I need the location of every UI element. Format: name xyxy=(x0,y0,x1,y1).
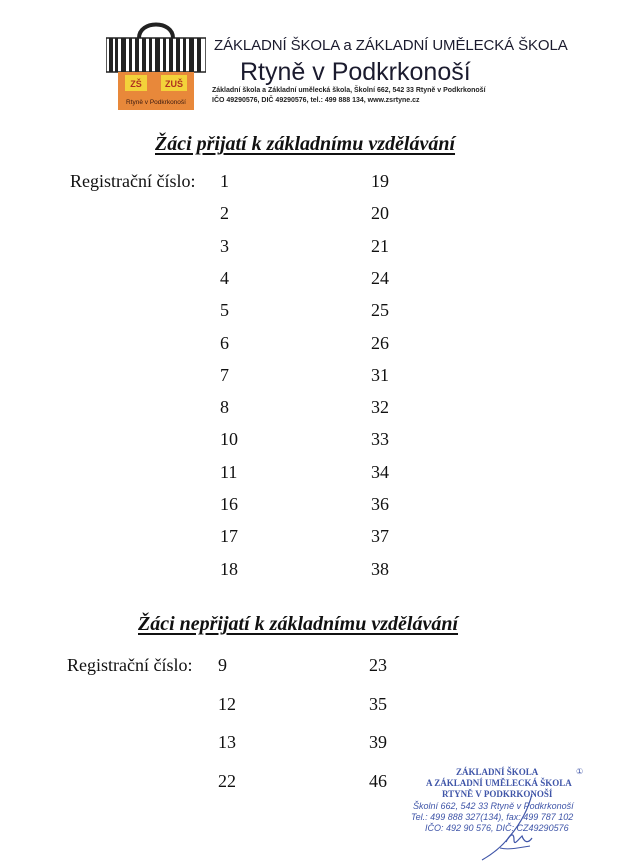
accepted-reg-number-col1-4: 5 xyxy=(220,300,229,321)
accepted-reg-number-col1-8: 10 xyxy=(220,429,238,450)
accepted-reg-label: Registrační číslo: xyxy=(70,171,196,191)
accepted-reg-number-col1-0: 1 xyxy=(220,171,229,191)
accepted-reg-number-col2-8: 33 xyxy=(371,429,389,450)
rejected-reg-label: Registrační číslo: xyxy=(67,655,193,675)
accepted-reg-number-col2-4: 25 xyxy=(371,300,389,321)
rejected-reg-number-col2-3: 46 xyxy=(369,770,387,791)
rejected-reg-number-col2-0: 23 xyxy=(369,655,387,675)
accepted-heading: Žáci přijatí k základnímu vzdělávání xyxy=(155,133,456,155)
accepted-reg-number-col1-3: 4 xyxy=(220,267,229,288)
accepted-reg-number-col2-12: 38 xyxy=(371,558,389,579)
stamp-line-1: ZÁKLADNÍ ŠKOLA xyxy=(456,767,539,777)
rejected-reg-number-col2-2: 39 xyxy=(369,732,387,752)
accepted-reg-number-col2-10: 36 xyxy=(371,494,389,514)
accepted-reg-number-col2-3: 24 xyxy=(371,267,389,288)
accepted-reg-number-col2-1: 20 xyxy=(371,203,389,224)
accepted-reg-number-col1-12: 18 xyxy=(220,558,238,579)
accepted-reg-number-col2-5: 26 xyxy=(371,332,389,353)
rejected-reg-number-col1-1: 12 xyxy=(218,693,236,714)
accepted-reg-number-col1-9: 11 xyxy=(220,461,238,482)
rejected-reg-number-col1-2: 13 xyxy=(218,732,236,752)
accepted-reg-number-col2-0: 19 xyxy=(371,171,389,191)
rejected-reg-number-col1-3: 22 xyxy=(218,770,236,791)
stamp-line-5: Tel.: 499 888 327(134), fax: 499 787 102 xyxy=(411,812,574,822)
school-contact: IČO 49290576, DIČ 49290576, tel.: 499 888 134, www.zsrtyne.cz xyxy=(212,97,420,104)
school-address: Základní škola a Základní umělecká škola, Školní 662, 542 33 Rtyně v Podkrkonoší xyxy=(212,87,486,94)
rejected-reg-number-col1-0: 9 xyxy=(218,655,227,675)
signature xyxy=(470,790,550,862)
accepted-reg-number-col2-9: 34 xyxy=(371,461,389,482)
rejected-heading: Žáci nepřijatí k základnímu vzdělávání xyxy=(138,613,459,635)
accepted-reg-number-col1-7: 8 xyxy=(220,397,229,418)
accepted-reg-number-col2-7: 32 xyxy=(371,397,389,418)
school-town: Rtyně v Podkrkonoší xyxy=(240,58,471,86)
stamp-line-4: Školní 662, 542 33 Rtyně v Podkrkonoší xyxy=(413,801,574,811)
rejected-reg-number-col2-1: 35 xyxy=(369,693,387,714)
accepted-reg-number-col1-11: 17 xyxy=(220,526,238,547)
logo-caption: Rtyně v Podkrkonoší xyxy=(126,99,186,106)
accepted-reg-number-col2-11: 37 xyxy=(371,526,389,547)
stamp-number: ① xyxy=(576,767,584,776)
accepted-reg-number-col1-1: 2 xyxy=(220,203,229,224)
accepted-reg-number-col1-6: 7 xyxy=(220,364,229,385)
school-name: ZÁKLADNÍ ŠKOLA a ZÁKLADNÍ UMĚLECKÁ ŠKOLA xyxy=(214,37,568,54)
accepted-reg-number-col1-5: 6 xyxy=(220,332,229,353)
accepted-reg-number-col1-10: 16 xyxy=(220,494,238,514)
school-logo xyxy=(106,18,206,112)
accepted-reg-number-col2-2: 21 xyxy=(371,235,389,256)
stamp-line-3: RTYNĚ V PODKRKONOŠÍ xyxy=(442,789,553,799)
stamp-line-2: A ZÁKLADNÍ UMĚLECKÁ ŠKOLA xyxy=(426,778,572,788)
stamp-line-6: IČO: 492 90 576, DIČ: CZ49290576 xyxy=(425,823,569,833)
accepted-reg-number-col2-6: 31 xyxy=(371,364,389,385)
logo-zs-text: ZŠ xyxy=(130,79,142,89)
accepted-reg-number-col1-2: 3 xyxy=(220,235,229,256)
logo-zus-text: ZUŠ xyxy=(165,79,183,89)
